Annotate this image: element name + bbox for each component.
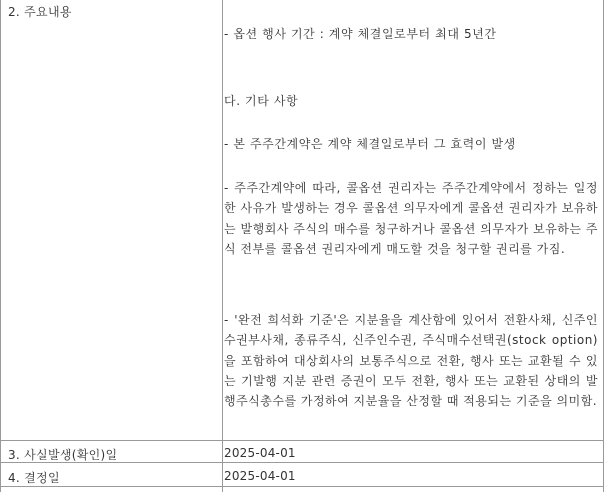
call-option-paragraph: - 주주간계약에 따라, 콜옵션 권리자는 주주간계약에서 정하는 일정한 사유가 발생하는 경우 콜옵션 의무자에게 콜옵션 권리자가 보유하는 발행회사 주식의 매수를 청구하거나 콜옵션 의무자가 보유하는 주식 전부를 콜옵션 권리자에게 매도할 것을 청구할 권리를 가짐. — [224, 181, 598, 256]
decision-date-value: 2025-04-01 — [224, 469, 296, 483]
row-divider — [0, 440, 604, 441]
row-label-occurrence-date: 3. 사실발생(확인)일 — [8, 448, 118, 462]
occurrence-date-value: 2025-04-01 — [224, 446, 296, 460]
column-divider — [222, 0, 223, 492]
row-label-decision-date: 4. 결정일 — [8, 471, 60, 485]
row-label-main-content: 2. 주요내용 — [8, 5, 72, 19]
full-dilution-paragraph: - '완전 희석화 기준'은 지분율을 계산함에 있어서 전환사채, 신주인수권부사채, 종류주식, 신주인수권, 주식매수선택권(stock option)을 포함하여 대상회사의 보통주식으로 전환, 행사 또는 교환될 수 있는 기발행 지분 관련 증권이 모두 전환, 행사 또는 교환된 상태의 발행주식총수를 가정하여 지분율을 산정할 때 적용되는 기준을 의미함. — [224, 313, 598, 409]
table-border-left — [0, 0, 1, 492]
option-exercise-period: - 옵션 행사 기간 : 계약 체결일로부터 최대 5년간 — [224, 27, 497, 41]
agreement-effect-text: - 본 주주간계약은 계약 체결일로부터 그 효력이 발생 — [224, 137, 516, 151]
row-divider — [0, 486, 604, 487]
other-matters-heading: 다. 기타 사항 — [224, 94, 299, 108]
